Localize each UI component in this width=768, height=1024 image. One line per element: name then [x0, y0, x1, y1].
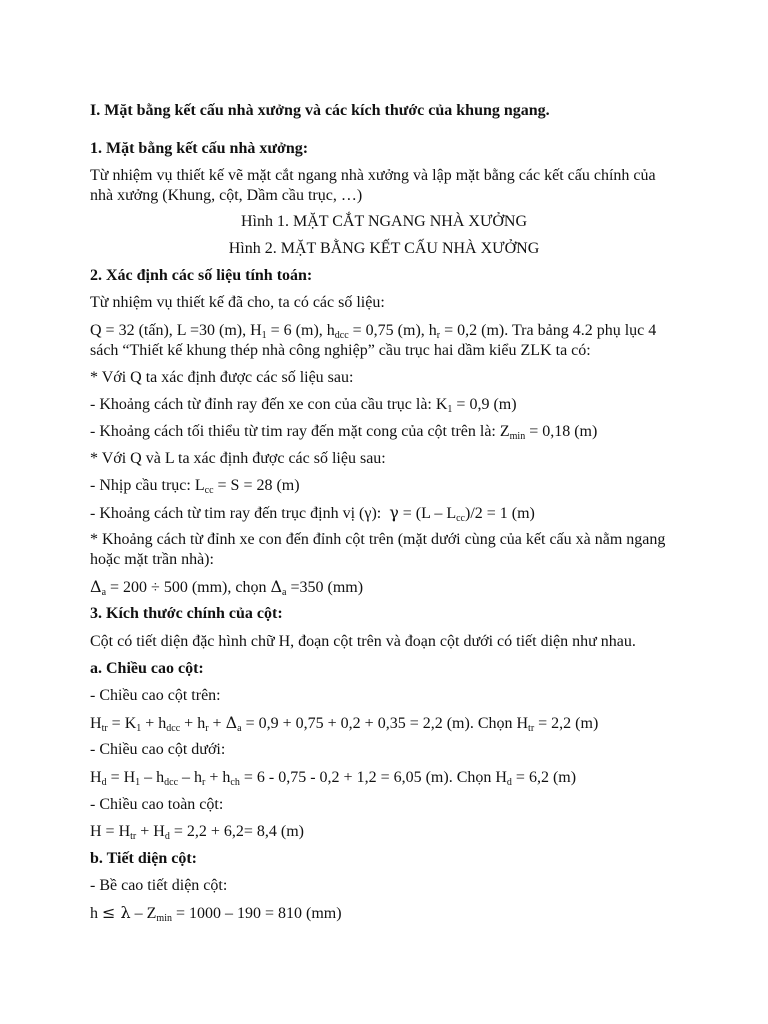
hd-formula: $H_d = H_1 - h_{dcc} - h_r + h_{ch} = 6 - 0,75 - 0,2 + 1,2 = 6,05$ (m). Chọn $H_d = 6,2$ (m) [90, 769, 577, 788]
subsection-heading-2: 2. Xác định các số liệu tính toán: [90, 267, 313, 284]
depth-formula: $h \le \lambda - Z_{min} = 1000 - 190 = 810$ (mm) [90, 903, 342, 924]
subheading-b: b. Tiết diện cột: [90, 850, 197, 867]
paragraph-line: Cột có tiết diện đặc hình chữ H, đoạn cột trên và đoạn cột dưới có tiết diện như nhau. [90, 633, 636, 650]
bullet-line: - Chiều cao cột dưới: [90, 741, 226, 758]
gamma-line: - Khoảng cách từ tim ray đến trục định vị (γ): $\gamma = (L - L_{cc})/2 = 1$ (m) [90, 503, 535, 524]
figure-caption-1: Hình 1. MẶT CẮT NGANG NHÀ XƯỞNG [240, 213, 528, 230]
subheading-a: a. Chiều cao cột: [90, 660, 204, 677]
paragraph-line: nhà xưởng (Khung, cột, Dầm cầu trục, …) [90, 187, 363, 204]
subsection-heading-1: 1. Mặt bằng kết cấu nhà xưởng: [90, 140, 309, 157]
paragraph-line: * Khoảng cách từ đỉnh xe con đến đỉnh cột trên (mặt dưới cùng của kết cấu xà nằm ngang [90, 531, 666, 548]
zmin-line: - Khoảng cách tối thiểu từ tim ray đến mặt cong của cột trên là: $Z_{min} = 0,18$ (m) [90, 423, 598, 442]
paragraph-line: sách “Thiết kế khung thép nhà công nghiệp” cầu trục hai dầm kiểu ZLK ta có: [90, 342, 591, 359]
paragraph-line: hoặc mặt trần nhà): [90, 551, 214, 568]
bullet-line: * Với Q và L ta xác định được các số liệu sau: [90, 450, 386, 467]
figure-caption-2: Hình 2. MẶT BẰNG KẾT CẤU NHÀ XƯỞNG [228, 240, 540, 257]
bullet-line: - Chiều cao cột trên: [90, 687, 221, 704]
paragraph-line: Từ nhiệm vụ thiết kế vẽ mặt cắt ngang nhà xưởng và lập mặt bằng các kết cấu chính của [90, 167, 656, 184]
paragraph-line: Từ nhiệm vụ thiết kế đã cho, ta có các số liệu: [90, 294, 385, 311]
k1-line: - Khoảng cách từ đỉnh ray đến xe con của cầu trục là: $K_1 = 0,9$ (m) [90, 396, 517, 415]
lcc-line: - Nhịp cầu trục: $L_{cc} = S = 28$ (m) [90, 477, 300, 496]
lambda-symbol: λ [115, 903, 131, 922]
h-formula: $H = H_{tr} + H_d = 2,2 + 6,2= 8,4$ (m) [90, 823, 304, 842]
htr-formula: $H_{tr} = K_1 + h_{dcc} + h_r + \Delta_a = 0,9 + 0,75 + 0,2 + 0,35 = 2,2$ (m). Chọn $H_{tr} = 2,2$ (m) [90, 713, 599, 734]
subsection-heading-3: 3. Kích thước chính của cột: [90, 605, 283, 622]
section-title-1: I. Mặt bằng kết cấu nhà xưởng và các kích thước của khung ngang. [90, 102, 550, 119]
delta-line: $\Delta_a = 200 \div 500$ (mm), chọn $\Delta_a =350$ (mm) [90, 577, 364, 598]
parameters-line: Q = 32 (tấn), L =30 (m), $H_1 = 6$ (m), $h_{dcc} = 0,75$ (m), $h_r = 0,2$ (m). Tra bảng 4.2 phụ lục 4 [90, 322, 657, 341]
delta-symbol: Δ [270, 577, 283, 596]
bullet-line: - Bề cao tiết diện cột: [90, 877, 228, 894]
le-symbol: ≤ [102, 903, 116, 922]
delta-symbol: Δ [90, 577, 102, 596]
delta-symbol: Δ [225, 713, 238, 732]
bullet-line: - Chiều cao toàn cột: [90, 796, 224, 813]
gamma-symbol: γ [389, 503, 399, 522]
bullet-line: * Với Q ta xác định được các số liệu sau: [90, 369, 354, 386]
